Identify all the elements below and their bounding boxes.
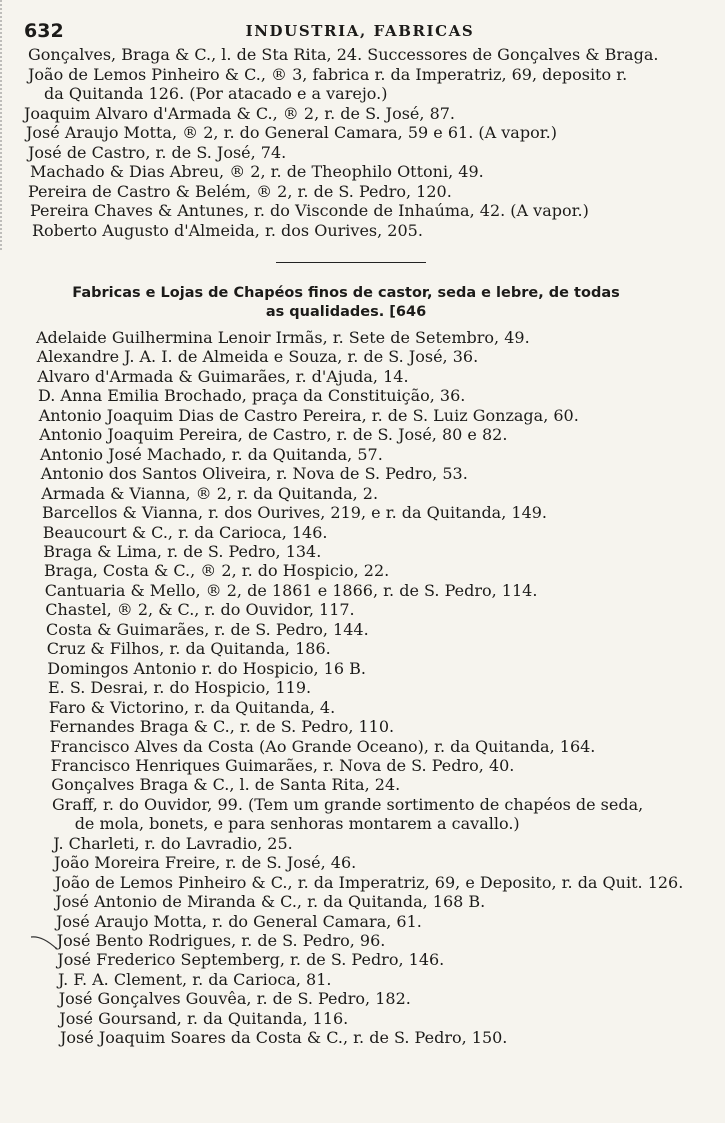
- directory-entry: Machado & Dias Abreu, ® 2, r. de Theophilo Ottoni, 49.: [30, 162, 484, 181]
- directory-entry: Roberto Augusto d'Almeida, r. dos Ourives, 205.: [32, 220, 423, 240]
- directory-entry: Cruz & Filhos, r. da Quitanda, 186.: [46, 639, 331, 659]
- directory-entry: Francisco Alves da Costa (Ao Grande Oceano), r. da Quitanda, 164.: [50, 736, 596, 756]
- directory-entry: Pereira de Castro & Belém, ® 2, r. de S. Pedro, 120.: [28, 181, 452, 201]
- directory-entry: José Frederico Septemberg, r. de S. Pedro, 146.: [57, 950, 445, 970]
- directory-entry: Braga, Costa & C., ® 2, r. do Hospicio, 22.: [44, 561, 390, 581]
- directory-entry: Pereira Chaves & Antunes, r. do Visconde de Inhaúma, 42. (A vapor.): [30, 201, 589, 220]
- directory-entry: Barcellos & Vianna, r. dos Ourives, 219, e r. da Quitanda, 149.: [42, 503, 548, 522]
- directory-entry: Costa & Guimarães, r. de S. Pedro, 144.: [46, 619, 369, 639]
- running-head: INDUSTRIA, FABRICAS: [245, 22, 475, 40]
- directory-entry: Cantuaria & Mello, ® 2, de 1861 e 1866, r. de S. Pedro, 114.: [44, 580, 538, 600]
- directory-entry: J. Charleti, r. do Lavradio, 25.: [53, 833, 293, 853]
- binding-edge: [0, 0, 12, 250]
- section-title: Fabricas e Lojas de Chapéos finos de castor, seda e lebre, de todas as qualidades. [646: [72, 285, 620, 320]
- directory-entry: Beaucourt & C., r. da Carioca, 146.: [42, 522, 328, 542]
- directory-entry: Fernandes Braga & C., r. de S. Pedro, 110.: [49, 717, 395, 736]
- directory-entry: José Gonçalves Gouvêa, r. de S. Pedro, 182.: [58, 989, 411, 1009]
- directory-entry: Chastel, ® 2, & C., r. do Ouvidor, 117.: [45, 600, 355, 620]
- directory-entry: José Bento Rodrigues, r. de S. Pedro, 96.: [56, 930, 386, 950]
- page-header: [20, 20, 700, 44]
- directory-entry: José de Castro, r. de S. José, 74.: [28, 142, 287, 162]
- section-divider: [276, 262, 426, 263]
- directory-entry: José Goursand, r. da Quitanda, 116.: [59, 1008, 349, 1028]
- directory-entry: Alexandre J. A. I. de Almeida e Souza, r. de S. José, 36.: [36, 347, 479, 367]
- directory-entry: da Quitanda 126. (Por atacado e a varejo.): [44, 84, 388, 103]
- directory-entry: José Araujo Motta, r. do General Camara, 61.: [56, 911, 422, 931]
- directory-entry: Faro & Victorino, r. da Quitanda, 4.: [48, 697, 336, 717]
- directory-entry: José Araujo Motta, ® 2, r. do General Camara, 59 e 61. (A vapor.): [26, 123, 557, 142]
- margin-pen-mark: [30, 933, 58, 951]
- directory-entry: Joaquim Alvaro d'Armada & C., ® 2, r. de S. José, 87.: [24, 103, 456, 123]
- directory-entry: J. F. A. Clement, r. da Carioca, 81.: [58, 969, 332, 989]
- directory-entry: Antonio Joaquim Dias de Castro Pereira, r. de S. Luiz Gonzaga, 60.: [38, 405, 579, 425]
- directory-entry: Domingos Antonio r. do Hospicio, 16 B.: [47, 658, 366, 678]
- directory-entry: José Antonio de Miranda & C., r. da Quitanda, 168 B.: [55, 892, 486, 911]
- directory-entry: José Joaquim Soares da Costa & C., r. de S. Pedro, 150.: [60, 1028, 508, 1048]
- directory-entry: Antonio Joaquim Pereira, de Castro, r. de S. José, 80 e 82.: [39, 425, 508, 445]
- directory-entry: Graff, r. do Ouvidor, 99. (Tem um grande sortimento de chapéos de seda,: [52, 794, 644, 814]
- directory-entry: Gonçalves, Braga & C., l. de Sta Rita, 24. Successores de Gonçalves & Braga.: [28, 45, 659, 64]
- directory-entry: E. S. Desrai, r. do Hospicio, 119.: [48, 678, 312, 698]
- directory-entry: Antonio dos Santos Oliveira, r. Nova de S. Pedro, 53.: [40, 464, 468, 484]
- directory-entry: Armada & Vianna, ® 2, r. da Quitanda, 2.: [41, 483, 379, 503]
- directory-entry: Alvaro d'Armada & Guimarães, r. d'Ajuda, 14.: [37, 366, 409, 386]
- directory-entry: Francisco Henriques Guimarães, r. Nova de S. Pedro, 40.: [50, 755, 515, 775]
- directory-entry: D. Anna Emilia Brochado, praça da Constituição, 36.: [38, 386, 466, 406]
- directory-entry: Gonçalves Braga & C., l. de Santa Rita, 24.: [51, 775, 401, 795]
- directory-entry: Antonio José Machado, r. da Quitanda, 57.: [40, 444, 383, 464]
- directory-entry: João de Lemos Pinheiro & C., r. da Imperatriz, 69, e Deposito, r. da Quit. 126.: [54, 872, 684, 892]
- directory-entry: João Moreira Freire, r. de S. José, 46.: [54, 853, 357, 873]
- directory-entry: de mola, bonets, e para senhoras montarem a cavallo.): [74, 814, 520, 834]
- page-number: 632: [24, 20, 64, 42]
- directory-entry: João de Lemos Pinheiro & C., ® 3, fabrica r. da Imperatriz, 69, deposito r.: [28, 64, 628, 84]
- directory-entry: Adelaide Guilhermina Lenoir Irmãs, r. Sete de Setembro, 49.: [36, 328, 530, 347]
- directory-entry: Braga & Lima, r. de S. Pedro, 134.: [43, 542, 322, 561]
